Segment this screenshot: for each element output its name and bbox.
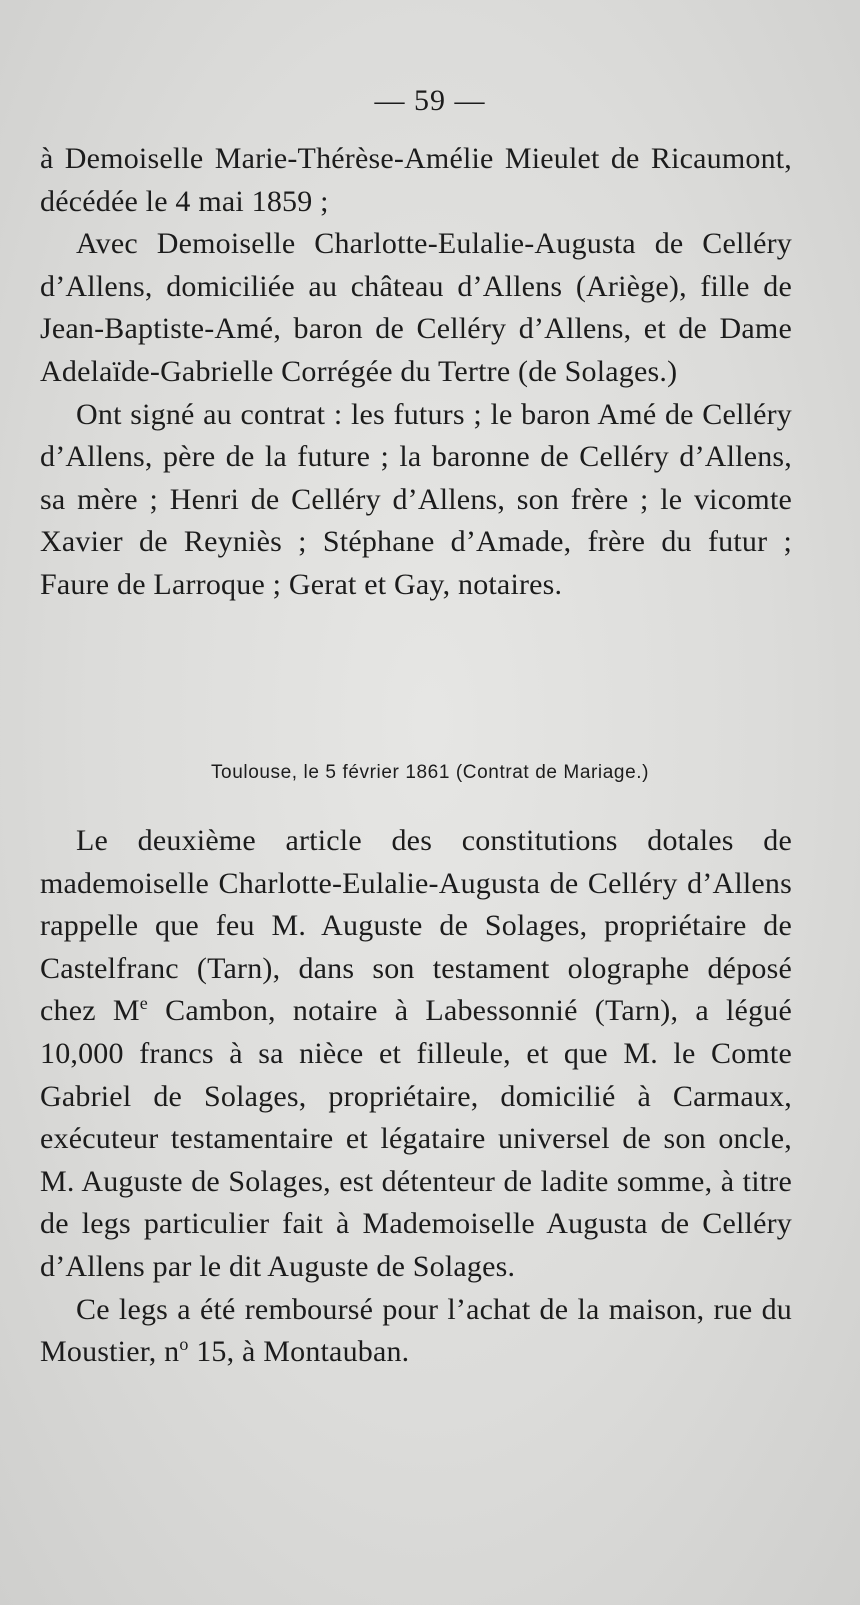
paragraph: à Demoiselle Marie-Thérèse-Amélie Mieulet de Ricaumont, décédée le 4 mai 1859 ; [40,142,792,218]
superscript: e [139,993,148,1014]
text-block-contract [40,138,792,607]
superscript: o [179,1334,189,1355]
paragraph: Avec Demoiselle Charlotte-Eulalie-Augusta de Celléry d’Allens, domiciliée au château d’Allens (Ariège), fille de Jean-Baptiste-Amé, baron de Celléry d’Allens, et de Dame Adelaïde-Gabrielle Corrégée du Tertre (de Solages.) [40,227,792,388]
paragraph [40,820,792,1289]
paragraph-text: Ce legs a été remboursé pour l’achat de la maison, rue du Moustier, n [40,1292,792,1369]
paragraph-text: Le deuxième article des constitutions dotales de mademoiselle Charlotte-Eulalie-Augusta de Celléry d’Allens rappelle que feu M. Auguste de Solages, propriétaire de Castelfranc (Tarn), dans son testament olographe déposé chez M [40,824,792,1028]
section-caption: Toulouse, le 5 février 1861 (Contrat de Mariage.) [210,762,650,783]
paragraph-text: Cambon, notaire à Labessonnié (Tarn), a légué 10,000 francs à sa nièce et filleule, et que M. le Comte Gabriel de Solages, propriétaire, domicilié à Carmaux, exécuteur testamentaire et légataire universel de son oncle, M. Auguste de Solages, est détenteur de ladite somme, à titre de legs particulier fait à Mademoiselle Augusta de Celléry d’Allens par le dit Auguste de Solages. [40,994,792,1283]
paragraph: Ont signé au contrat : les futurs ; le baron Amé de Celléry d’Allens, père de la future ; la baronne de Celléry d’Allens, sa mère ; Henri de Celléry d’Allens, son frère ; le vicomte Xavier de Reyniès ; Stéphane d’Amade, frère du futur ; Faure de Larroque ; Gerat et Gay, notaires. [40,397,792,601]
text-block-dowry [40,820,792,1374]
paragraph [40,1289,792,1374]
page-number: — 59 — [374,84,486,117]
paragraph-text: 15, à Montauban. [188,1335,410,1369]
